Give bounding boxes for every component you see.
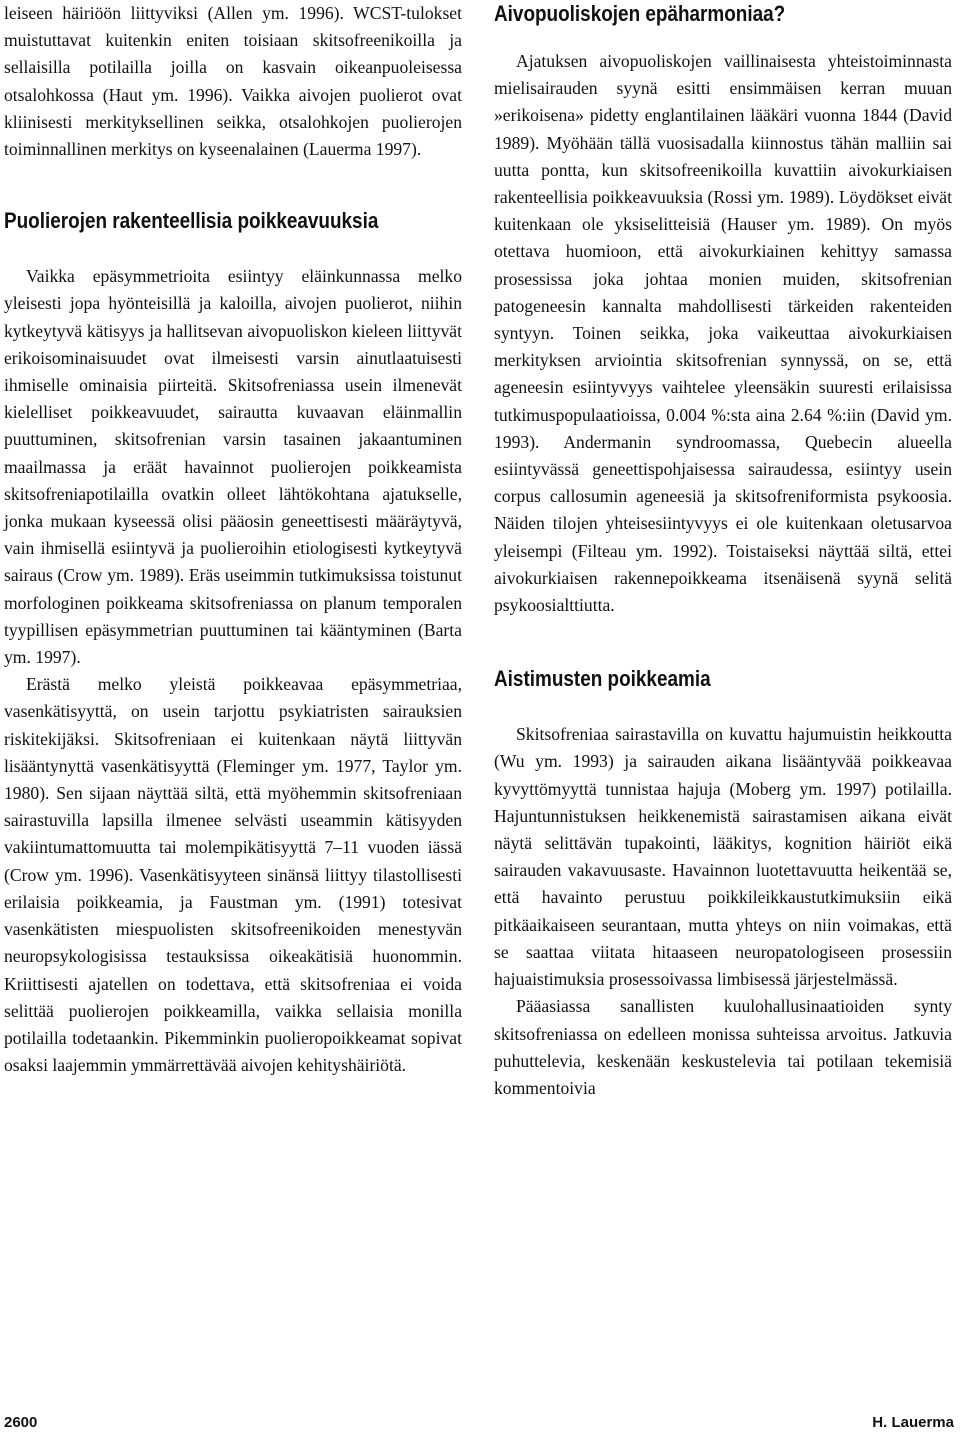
body-paragraph: Pääasiassa sanallisten kuulohallusinaatioiden synty skitsofreniassa on edelleen monissa suhteissa arvoitus. Jatkuvia puhuttelevia, keskenään keskustelevia tai potilaan tekemisiä kommentoivia bbox=[494, 996, 952, 1098]
intro-paragraph: leiseen häiriöön liittyviksi (Allen ym. 1996). WCST-tulokset muistuttavat kuitenkin eniten toisiaan skitsofreenikoilla ja sellaisilla potilailla joilla on kasvain oikeanpuoleisessa otsalohkossa (Haut ym. 1996). Vaikka aivojen puolierot ovat kliinisesti merkityksellinen seikka, otsalohkojen puolierojen toiminnallinen merkitys on kyseenalainen (Lauerma 1997). bbox=[4, 3, 462, 160]
left-column bbox=[4, 0, 462, 1079]
body-paragraph: Vaikka epäsymmetrioita esiintyy eläinkunnassa melko yleisesti jopa hyönteisillä ja kaloilla, aivojen puolierot, niihin kytkeytyvä kätisyys ja hallitsevan aivopuoliskon kieleen liittyvät erikoisominaisuudet ovat ilmeisesti varsin ainutlaatuisesti ihmiselle ominaisia piirteitä. Skitsofreniassa usein ilmenevät kielelliset poikkeavuudet, sairautta kuvaavan eläinmallin puuttuminen, skitsofrenian varsin tasainen jakaantuminen maailmassa ja eräät havainnot puolierojen poikkeamista skitsofreniapotilailla ovatkin olleet lähtökohtana ajatukselle, jonka mukaan kyseessä olisi pääosin geneettisesti määräytyvä, vain ihmisellä esiintyvä ja puolieroihin etiologisesti kytkeytyvä sairaus (Crow ym. 1989). Eräs useimmin tutkimuksissa toistunut morfologinen poikkeama skitsofreniassa on planum temporalen tyypillisen epäsymmetrian puuttuminen tai kääntyminen (Barta ym. 1997). bbox=[4, 266, 462, 668]
section-heading-aivopuoliskojen: Aivopuoliskojen epäharmoniaa? bbox=[494, 1, 786, 26]
section-heading-puolierojen: Puolierojen rakenteellisia poikkeavuuksia bbox=[4, 208, 379, 234]
section-heading-aistimusten: Aistimusten poikkeamia bbox=[494, 666, 711, 692]
body-paragraph: Ajatuksen aivopuoliskojen vaillinaisesta yhteistoiminnasta mielisairauden syynä esitti ensimmäisen kerran muuan »erikoisena» pidetty englantilainen lääkäri vuonna 1844 (David 1989). Myöhään tällä vuosisadalla kiinnostus tähän malliin sai uutta pontta, kun skitsofreenikoilla kuvattiin aivokurkiaisen rakenteellisia poikkeavuuksia (Rossi ym. 1989). Löydökset eivät kuitenkaan ole yksiselitteisiä (Hauser ym. 1989). On myös otettava huomioon, että aivokurkiainen kehittyy samassa prosessissa joka johtaa monien muiden, skitsofrenian patogeneesin kannalta mahdollisesti tärkeiden rakenteiden syntyyn. Toinen seikka, joka vaikeuttaa aivokurkiaisen merkityksen arviointia skitsofrenian synnyssä, on se, että ageneesin esiintyvyys vaihtelee yleensäkin suuresti erilaisissa tutkimuspopulaatioissa, 0.004 %:sta aina 2.64 %:iin (David ym. 1993). Andermanin syndroomassa, Quebecin alueella esiintyvässä geneettispohjaisessa sairaudessa, esiintyy usein corpus callosumin ageneesiä ja skitsofreniformista psykoosia. Näiden tilojen yhteisesiintyvyys ei ole kuitenkaan oletusarvoa yleisempi (Filteau ym. 1992). Toistaiseksi näyttää siltä, ettei aivokurkiaisen rakennepoikkeama itsenäisenä syynä selitä psykoosialttiutta. bbox=[494, 51, 952, 616]
author-name: H. Lauerma bbox=[872, 1414, 954, 1431]
body-paragraph: Erästä melko yleistä poikkeavaa epäsymmetriaa, vasenkätisyyttä, on usein tarjottu psykiatristen sairauksien riskitekijäksi. Skitsofreniaan ei kuitenkaan näytä liittyvän lisääntynyttä vasenkätisyyttä (Fleminger ym. 1977, Taylor ym. 1980). Sen sijaan näyttää siltä, että myöhemmin skitsofreniaan sairastuvilla lapsilla ilmenee selvästi useammin kätisyyden vakiintumattomuutta tai molempikätisyyttä 7–11 vuoden iässä (Crow ym. 1996). Vasenkätisyyteen sinänsä liittyy tilastollisesti erilaisia poikkeamia, ja Faustman ym. (1991) totesivat vasenkätisten miespuolisten skitsofreenikoiden menestyvän neuropsykologisissa testauksissa oikeakätisiä huonommin. Kriittisesti ajatellen on todettava, että skitsofreniaa ei voida selittää puolierojen poikkeamilla, vaikka sellaisia monilla potilailla todetaankin. Pikemminkin puolieropoikkeamat sopivat osaksi laajemmin ymmärrettävää aivojen kehityshäiriötä. bbox=[4, 674, 462, 1076]
page-number: 2600 bbox=[4, 1414, 38, 1431]
right-column bbox=[494, 0, 952, 1102]
body-paragraph: Skitsofreniaa sairastavilla on kuvattu hajumuistin heikkoutta (Wu ym. 1993) ja sairauden aikana lisääntyvää poikkeavaa kyvyttömyyttä tunnistaa hajuja (Moberg ym. 1997) potilailla. Hajuntunnistuksen heikkenemistä sairastamisen aikana eivät näytä selittävän tupakointi, lääkitys, kognition häiriöt eikä sairauden vakavuusaste. Havainnon luotettavuutta heikentää se, että havainto perustuu poikkileikkaustutkimuksiin eikä pitkäaikaiseen seurantaan, mutta yhteys on niin voimakas, että se saattaa viitata hitaaseen neuropatologiseen prosessiin hajuaistimuksia prosessoivassa limbisessä järjestelmässä. bbox=[494, 724, 952, 990]
